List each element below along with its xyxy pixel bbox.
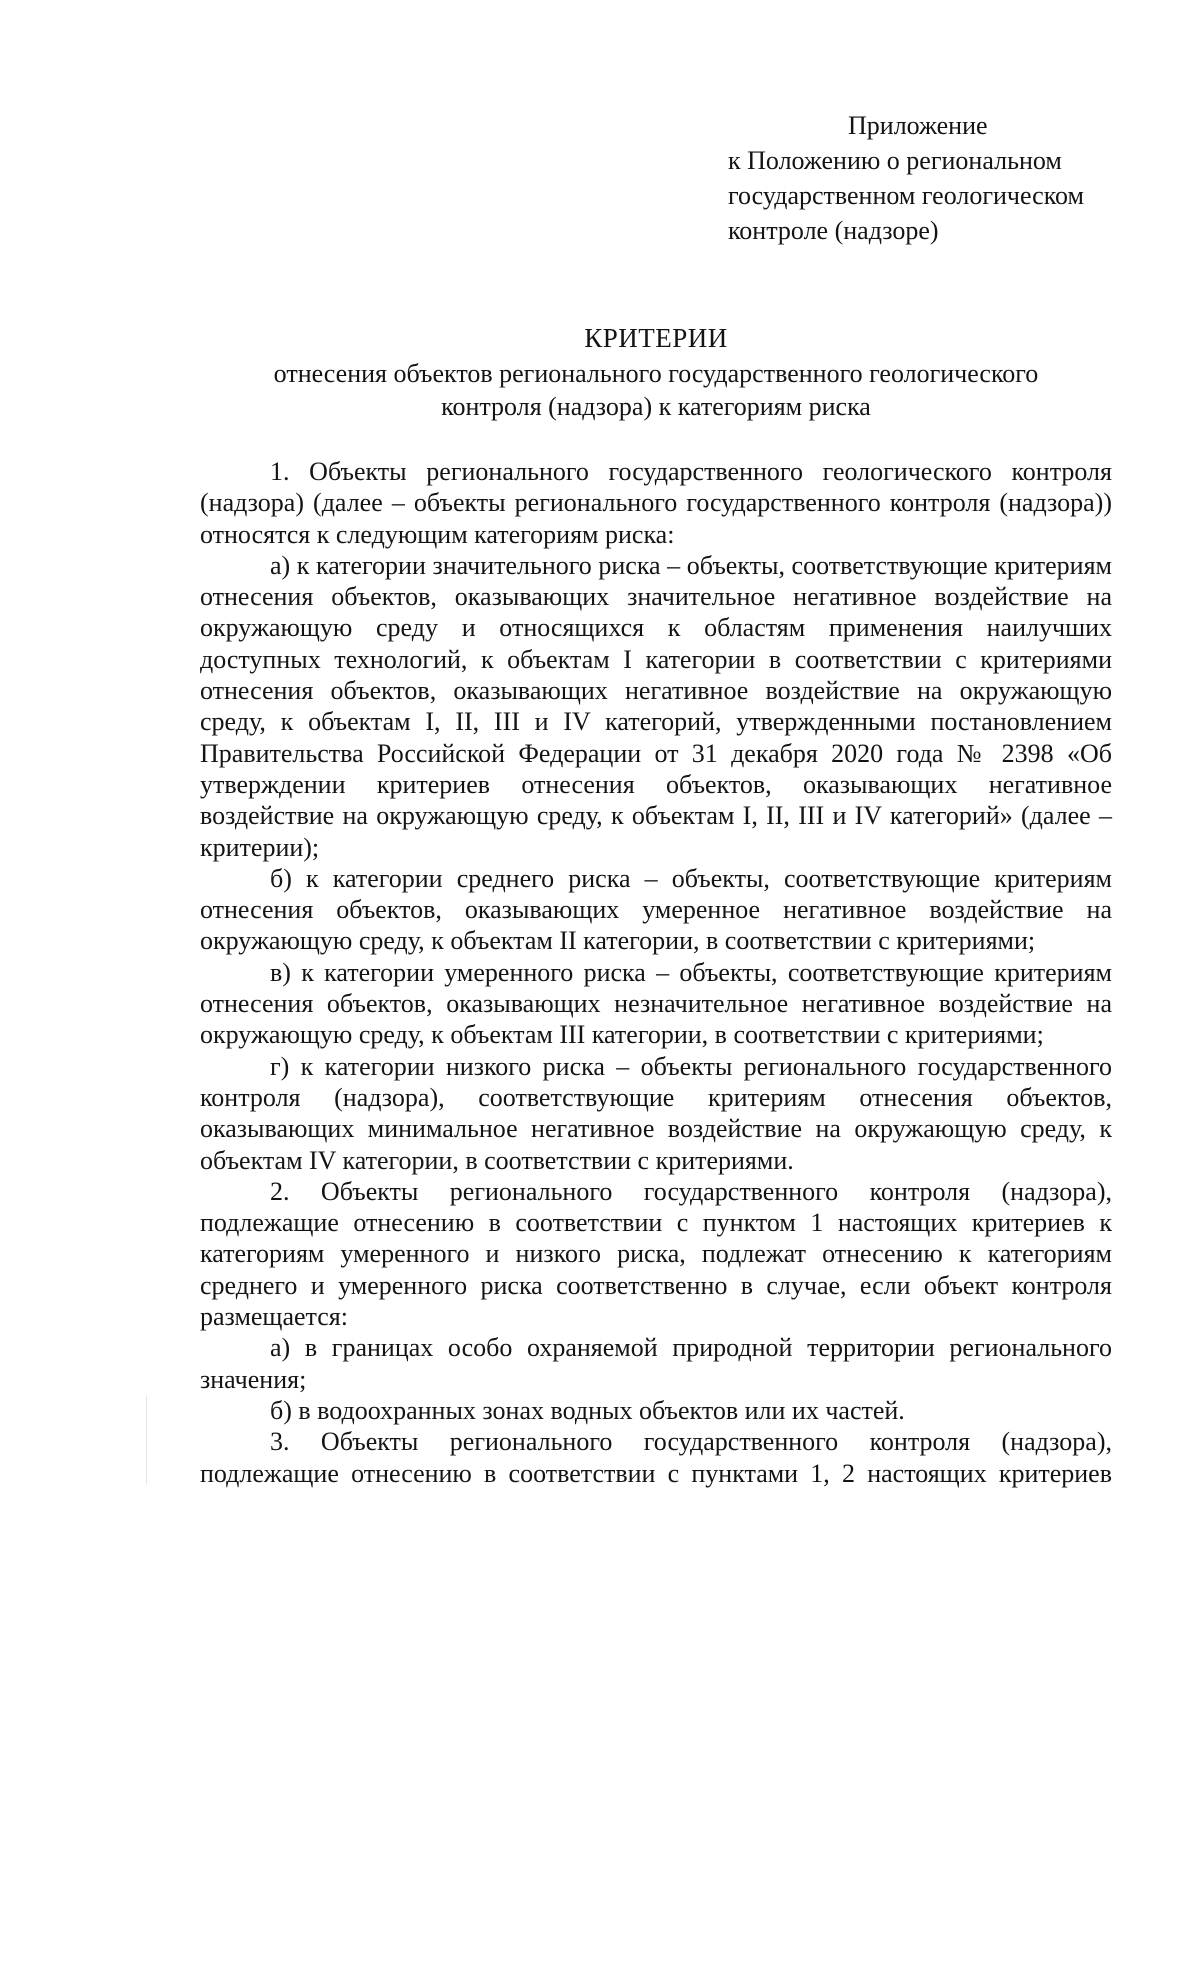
appendix-line: государственном геологическом bbox=[728, 181, 1084, 210]
paragraph-2b: б) в водоохранных зонах водных объектов или их частей. bbox=[270, 1395, 905, 1425]
paragraph-1c: в) к категории умеренного риска – объекты, соответствующие критериям отнесения объектов, оказывающих незначительное негативное воздействие на окружающую среду, к объектам III категории, в соответствии с критериями; bbox=[200, 957, 1112, 1050]
paragraph-1a: а) к категории значительного риска – объекты, соответствующие критериям отнесения объектов, оказывающих значительное негативное воздействие на окружающую среду и относящихся к областям применения наилучших доступных технологий, к объектам I категории в соответствии с критериями отнесения объектов, оказывающих негативное воздействие на окружающую среду, к объектам I, II, III и IV категорий, утвержденными постановлением Правительства Российской Федерации от 31 декабря 2020 года № 2398 «Об утверждении критериев отнесения объектов, оказывающих негативное воздействие на окружающую среду, к объектам I, II, III и IV категорий» (далее – критерии); bbox=[200, 550, 1112, 862]
paragraph-1: 1. Объекты регионального государственного геологического контроля (надзора) (далее – объекты регионального государственного контроля (надзора)) относятся к следующим категориям риска: bbox=[200, 457, 1112, 549]
title-subtitle-line: отнесения объектов регионального государственного геологического bbox=[273, 359, 1039, 388]
title-subtitle-line: контроля (надзора) к категориям риска bbox=[441, 392, 871, 421]
paragraph-1b: б) к категории среднего риска – объекты, соответствующие критериям отнесения объектов, оказывающих умеренное негативное воздействие на окружающую среду, к объектам II категории, в соответствии с критериями; bbox=[200, 863, 1112, 956]
paragraph-3: 3. Объекты регионального государственного контроля (надзора), подлежащие отнесению в соответствии с пунктами 1, 2 настоящих критериев bbox=[200, 1427, 1112, 1488]
scan-artifact bbox=[146, 1395, 147, 1485]
appendix-line: контроле (надзоре) bbox=[728, 216, 939, 245]
paragraph-2: 2. Объекты регионального государственного контроля (надзора), подлежащие отнесению в соответствии с пунктом 1 настоящих критериев к категориям умеренного и низкого риска, подлежат отнесению к категориям среднего и умеренного риска соответственно в случае, если объект контроля размещается: bbox=[200, 1176, 1112, 1332]
paragraph-1d: г) к категории низкого риска – объекты регионального государственного контроля (надзора), соответствующие критериям отнесения объектов, оказывающих минимальное негативное воздействие на окружающую среду, к объектам IV категории, в соответствии с критериями. bbox=[200, 1051, 1112, 1175]
appendix-line: к Положению о региональном bbox=[728, 146, 1062, 175]
document-body bbox=[200, 456, 1112, 1489]
appendix-reference bbox=[728, 108, 1148, 248]
document-title bbox=[200, 322, 1112, 423]
appendix-line: Приложение bbox=[848, 111, 988, 140]
paragraph-2a: а) в границах особо охраняемой природной территории регионального значения; bbox=[200, 1333, 1112, 1394]
title-heading: КРИТЕРИИ bbox=[584, 323, 728, 353]
